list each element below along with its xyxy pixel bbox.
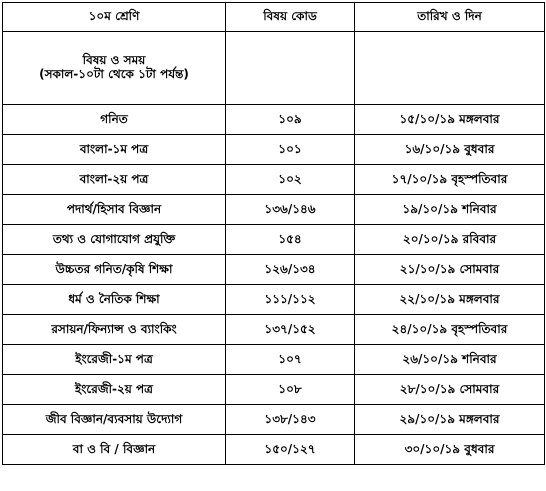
table-row [3,165,545,195]
subject-cell: ইংরেজী-২য় পত্র [3,375,226,405]
subject-cell: ইংরেজী-১ম পত্র [3,345,226,375]
table-row [3,255,545,285]
subject-code-cell: ১৫৪ [226,225,355,255]
date-day-cell: ১৭/১০/১৯ বৃহস্পতিবার [355,165,545,195]
date-day-cell: ২৮/১০/১৯ সোমবার [355,375,545,405]
exam-schedule-table [2,2,545,465]
subject-time-title: বিষয় ও সময় [82,53,146,68]
subject-cell: উচ্চতর গনিত/কৃষি শিক্ষা [3,255,226,285]
date-day-cell: ১৬/১০/১৯ বুধবার [355,135,545,165]
date-day-cell: ২০/১০/১৯ রবিবার [355,225,545,255]
date-day-cell: ২১/১০/১৯ সোমবার [355,255,545,285]
subject-cell: গনিত [3,105,226,135]
subject-cell: বাংলা-২য় পত্র [3,165,226,195]
date-day-cell: ১৫/১০/১৯ মঙ্গলবার [355,105,545,135]
table-row [3,105,545,135]
subject-code-cell: ১০১ [226,135,355,165]
date-day-cell: ২৪/১০/১৯ বৃহস্পতিবার [355,315,545,345]
subject-cell: বাংলা-১ম পত্র [3,135,226,165]
subject-code-cell: ১৩৭/১৫২ [226,315,355,345]
table-row [3,405,545,435]
empty-cell [355,32,545,105]
date-day-cell: ২৬/১০/১৯ শনিবার [355,345,545,375]
table-row [3,285,545,315]
subject-cell: তথ্য ও যোগাযোগ প্রযুক্তি [3,225,226,255]
subject-code-cell: ১০৯ [226,105,355,135]
date-day-cell: ২২/১০/১৯ মঙ্গলবার [355,285,545,315]
empty-cell [226,32,355,105]
table-row [3,315,545,345]
table-row [3,435,545,465]
subject-code-cell: ১৩৬/১৪৬ [226,195,355,225]
subject-cell: জীব বিজ্ঞান/ব্যবসায় উদ্যোগ [3,405,226,435]
header-row [3,3,545,32]
table-row [3,345,545,375]
table-row [3,135,545,165]
exam-time-range: (সকাল-১০টা থেকে ১টা পর্যন্ত) [39,67,189,81]
table-row [3,375,545,405]
subject-cell: রসায়ন/ফিন্যান্স ও ব্যাংকিং [3,315,226,345]
subject-cell: পদার্থ/হিসাব বিজ্ঞান [3,195,226,225]
date-day-cell: ৩০/১০/১৯ বুধবার [355,435,545,465]
table-row [3,225,545,255]
subheader-row [3,32,545,105]
date-day-cell: ১৯/১০/১৯ শনিবার [355,195,545,225]
subject-code-cell: ১৫০/১২৭ [226,435,355,465]
subject-code-cell: ১২৬/১৩৪ [226,255,355,285]
subject-time-header [3,32,226,105]
date-day-cell: ২৯/১০/১৯ মঙ্গলবার [355,405,545,435]
subject-code-cell: ১০২ [226,165,355,195]
subject-code-cell: ১১১/১১২ [226,285,355,315]
subject-code-cell: ১০৮ [226,375,355,405]
date-day-header: তারিখ ও দিন [355,3,545,32]
table-row [3,195,545,225]
subject-cell: ধর্ম ও নৈতিক শিক্ষা [3,285,226,315]
subject-cell: বা ও বি / বিজ্ঞান [3,435,226,465]
subject-code-cell: ১৩৮/১৪৩ [226,405,355,435]
class-header: ১০ম শ্রেণি [3,3,226,32]
subject-code-header: বিষয় কোড [226,3,355,32]
subject-code-cell: ১০৭ [226,345,355,375]
